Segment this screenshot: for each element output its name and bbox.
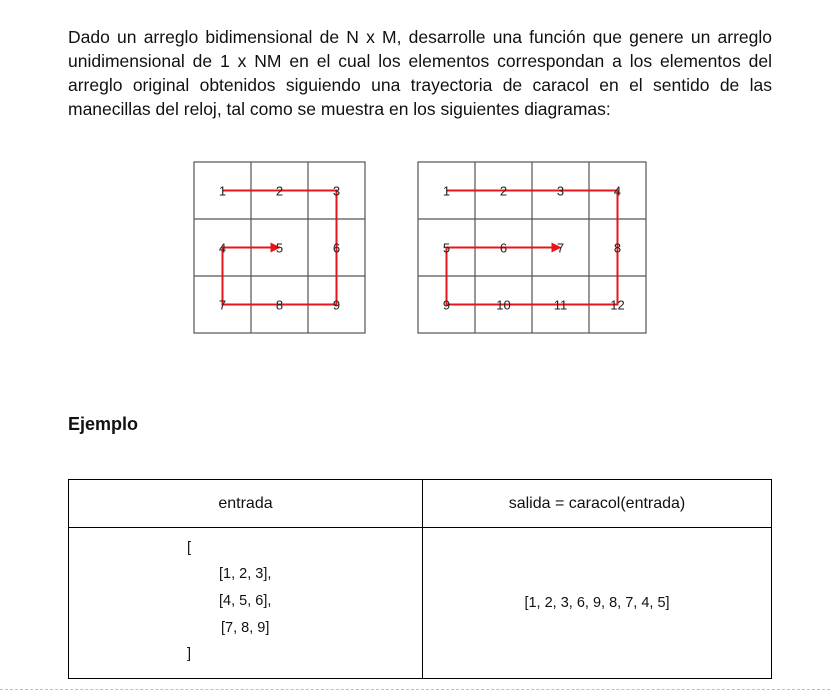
cell-label: 11 [553, 297, 568, 313]
input-close-bracket: ] [187, 646, 192, 662]
cell-label: 1 [442, 183, 451, 199]
page-bottom-divider [0, 689, 830, 690]
input-row-2: [4, 5, 6], [219, 593, 272, 609]
spiral-diagram-3x4 [418, 162, 646, 333]
input-row-3: [7, 8, 9] [221, 620, 270, 636]
cell-label: 7 [556, 240, 565, 256]
example-heading: Ejemplo [68, 414, 139, 434]
cell-label: 6 [332, 240, 341, 256]
output-cell: [1, 2, 3, 6, 9, 8, 7, 4, 5] [423, 528, 772, 679]
output-column-header: salida = caracol(entrada) [423, 480, 772, 528]
cell-label: 10 [496, 297, 511, 313]
cell-label: 3 [556, 183, 565, 199]
example-table [68, 479, 772, 679]
problem-statement: Dado un arreglo bidimensional de N x M, desarrolle una función que genere un arreglo unidimensional de 1 x NM en el cual los elementos correspondan a los elementos del arreglo original obtenidos siguiendo una trayectoria de caracol en el sentido de las manecillas del reloj, tal como se muestra en los siguientes diagramas: [68, 27, 772, 119]
cell-label: 8 [613, 240, 622, 256]
cell-label: 3 [332, 183, 341, 199]
table-row [69, 528, 772, 679]
cell-label: 4 [613, 183, 622, 199]
cell-label: 7 [218, 297, 227, 313]
cell-label: 2 [275, 183, 284, 199]
table-header-row [69, 480, 772, 528]
input-cell [69, 528, 423, 679]
cell-label: 9 [442, 297, 451, 313]
cell-label: 9 [332, 297, 341, 313]
cell-label: 8 [275, 297, 284, 313]
input-column-header: entrada [69, 480, 423, 528]
cell-label: 2 [499, 183, 508, 199]
spiral-diagram-3x3 [194, 162, 365, 333]
cell-label: 12 [610, 297, 625, 313]
cell-label: 1 [218, 183, 227, 199]
cell-label: 6 [499, 240, 508, 256]
cell-label: 5 [275, 240, 284, 256]
cell-label: 4 [218, 240, 227, 256]
input-open-bracket: [ [187, 540, 192, 556]
cell-label: 5 [442, 240, 451, 256]
input-row-1: [1, 2, 3], [219, 566, 272, 582]
